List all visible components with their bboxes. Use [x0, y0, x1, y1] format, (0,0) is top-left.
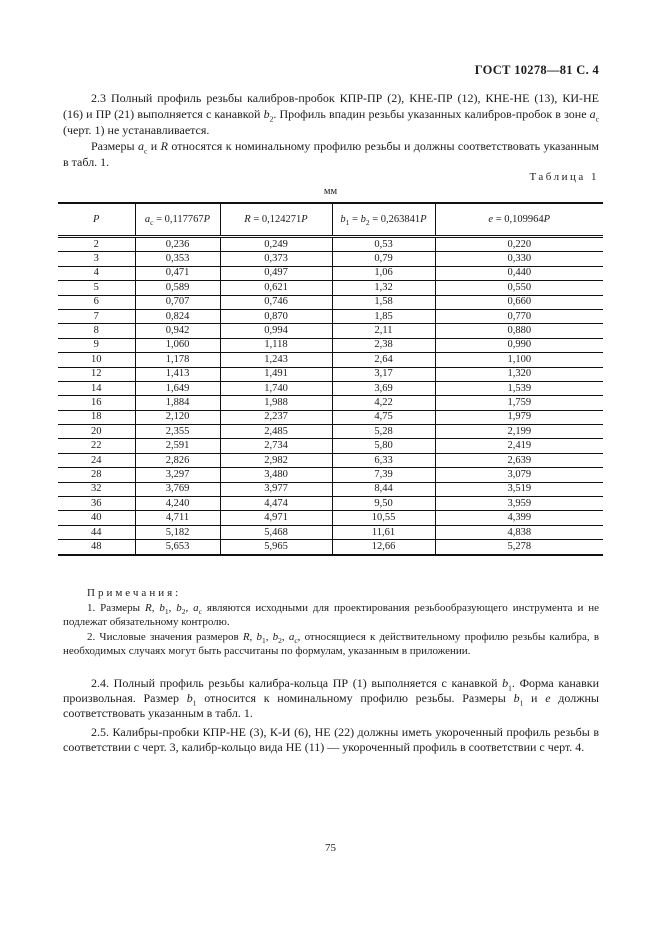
table-cell: 4,399 [435, 511, 603, 525]
table-cell: 1,118 [220, 338, 332, 352]
notes-section [63, 586, 599, 659]
table-row [58, 497, 603, 511]
table-cell: 2,419 [435, 439, 603, 453]
table-row [58, 381, 603, 395]
table-cell: 9,50 [332, 497, 435, 511]
table-cell: 4 [58, 266, 135, 280]
page-number: 75 [325, 842, 336, 854]
section-2-3 [63, 90, 599, 170]
table-cell: 0,770 [435, 309, 603, 323]
table-cell: 0,990 [435, 338, 603, 352]
table-cell: 0,707 [135, 295, 220, 309]
column-header-e: e = 0,109964P [435, 203, 603, 237]
table-cell: 2,120 [135, 410, 220, 424]
table-cell: 3,519 [435, 482, 603, 496]
table-cell: 3,297 [135, 468, 220, 482]
table-cell: 0,621 [220, 281, 332, 295]
dimension-table [58, 202, 603, 556]
table-cell: 0,236 [135, 237, 220, 252]
table-cell: 28 [58, 468, 135, 482]
table-cell: 7,39 [332, 468, 435, 482]
table-cell: 2,982 [220, 453, 332, 467]
table-cell: 36 [58, 497, 135, 511]
table-header-row [58, 203, 603, 237]
table-cell: 0,660 [435, 295, 603, 309]
table-row [58, 295, 603, 309]
table-cell: 3,480 [220, 468, 332, 482]
table-cell: 1,884 [135, 396, 220, 410]
table-cell: 0,471 [135, 266, 220, 280]
paragraph-2-3: 2.3 Полный профиль резьбы калибров-пробок КПР-ПР (2), КНЕ-ПР (12), КНЕ-НЕ (13), КИ-НЕ (16) и ПР (21) выполняется с канавкой $b_2$. Профиль впадин резьбы указанных калибров-пробок в зоне $a_c$ (черт. 1) не устанавливается. [63, 91, 600, 137]
table-cell: 12,66 [332, 540, 435, 555]
table-cell: 0,994 [220, 324, 332, 338]
table-cell: 1,32 [332, 281, 435, 295]
table-row [58, 367, 603, 381]
table-cell: 1,100 [435, 353, 603, 367]
table-row [58, 396, 603, 410]
table-cell: 0,942 [135, 324, 220, 338]
table-cell: 3,079 [435, 468, 603, 482]
table-cell: 11,61 [332, 525, 435, 539]
table-cell: 24 [58, 453, 135, 467]
table-cell: 0,353 [135, 252, 220, 266]
table-cell: 2,485 [220, 425, 332, 439]
table-row [58, 266, 603, 280]
table-cell: 40 [58, 511, 135, 525]
table-cell: 5,182 [135, 525, 220, 539]
table-cell: 7 [58, 309, 135, 323]
table-cell: 0,589 [135, 281, 220, 295]
table-cell: 0,330 [435, 252, 603, 266]
notes-title: Примечания: [87, 587, 182, 599]
table-cell: 14 [58, 381, 135, 395]
paragraph-2-3-sizes: Размеры $a_c$ и R относятся к номинальному профилю резьбы и должны соответствовать указанным в табл. 1. [63, 139, 600, 169]
table-cell: 5,28 [332, 425, 435, 439]
table-cell: 20 [58, 425, 135, 439]
table-row [58, 338, 603, 352]
note-item-2: 2. Числовые значения размеров R, $b_1$, $b_2$, $a_c$, относящиеся к действительному профилю резьбы калибра, в необходимых случаях могут быть рассчитаны по формулам, указанным в приложении. [63, 630, 600, 657]
table-cell: 1,979 [435, 410, 603, 424]
table-cell: 0,79 [332, 252, 435, 266]
note-item-1: 1. Размеры R, $b_1$, $b_2$, $a_c$ являются исходными для проектирования резьбообразующего инструмента и не подлежат обязательному контролю. [63, 601, 600, 628]
table-cell: 1,988 [220, 396, 332, 410]
table-cell: 44 [58, 525, 135, 539]
table-cell: 0,550 [435, 281, 603, 295]
table-cell: 32 [58, 482, 135, 496]
table-cell: 3,769 [135, 482, 220, 496]
table-cell: 2 [93, 238, 99, 250]
table-cell: 8,44 [332, 482, 435, 496]
table-cell: 1,06 [332, 266, 435, 280]
table-cell: 3,69 [332, 381, 435, 395]
table-cell: 4,711 [135, 511, 220, 525]
table-cell: 0,249 [220, 237, 332, 252]
table-cell: 2,639 [435, 453, 603, 467]
table-cell: 4,75 [332, 410, 435, 424]
table-cell: 0,53 [332, 237, 435, 252]
table-cell: 6 [58, 295, 135, 309]
table-cell: 1,539 [435, 381, 603, 395]
table-cell: 1,740 [220, 381, 332, 395]
table-cell: 1,243 [220, 353, 332, 367]
table-cell: 0,440 [435, 266, 603, 280]
table-cell: 5,278 [435, 540, 603, 555]
table-cell: 0,373 [220, 252, 332, 266]
table-cell: 2,826 [135, 453, 220, 467]
table-cell: 1,178 [135, 353, 220, 367]
table-cell: 2,38 [332, 338, 435, 352]
table-cell: 22 [58, 439, 135, 453]
table-cell: 4,22 [332, 396, 435, 410]
sections-2-4-2-5 [63, 676, 599, 755]
table-cell: 1,413 [135, 367, 220, 381]
table-cell: 4,474 [220, 497, 332, 511]
table-cell: 16 [58, 396, 135, 410]
table-row [58, 324, 603, 338]
table-row [58, 540, 603, 555]
table-row [58, 281, 603, 295]
column-header-r: R = 0,124271P [220, 203, 332, 237]
table-cell: 3,959 [435, 497, 603, 511]
column-header-ac: $a_c = 0,117767P$ [135, 203, 220, 237]
standard-header: ГОСТ 10278—81 С. 4 [474, 63, 599, 77]
table-row [58, 237, 603, 252]
table-cell: 0,870 [220, 309, 332, 323]
table-cell: 9 [58, 338, 135, 352]
table-cell: 5,80 [332, 439, 435, 453]
table-cell: 3,977 [220, 482, 332, 496]
table-cell: 10 [58, 353, 135, 367]
table-cell: 1,759 [435, 396, 603, 410]
table-cell: 2,591 [135, 439, 220, 453]
table-cell: 4,240 [135, 497, 220, 511]
table-cell: 10,55 [332, 511, 435, 525]
table-row [58, 453, 603, 467]
table-row [58, 410, 603, 424]
table-cell: 1,060 [135, 338, 220, 352]
table-cell: 0,497 [220, 266, 332, 280]
paragraph-2-4: 2.4. Полный профиль резьбы калибра-кольца ПР (1) выполняется с канавкой $b_1$. Форма канавки произвольная. Размер $b_1$ относится к номинальному профилю резьбы. Размеры $b_1$ и e должны соответствовать указанным в табл. 1. [63, 676, 599, 720]
table-cell: 5 [58, 281, 135, 295]
table-cell: 48 [58, 540, 135, 555]
paragraph-2-5: 2.5. Калибры-пробки КПР-НЕ (3), К-И (6), НЕ (22) должны иметь укороченный профиль резьбы в соответствии с черт. 3, калибр-кольцо вида НЕ (11) — укороченный профиль в соответствии с черт. 4. [63, 725, 599, 754]
table-cell: 5,965 [220, 540, 332, 555]
table-cell: 4,971 [220, 511, 332, 525]
table-row [58, 252, 603, 266]
table-cell: 1,320 [435, 367, 603, 381]
table-cell: 4,838 [435, 525, 603, 539]
table-row [58, 511, 603, 525]
table-cell: 0,220 [435, 237, 603, 252]
table-cell: 1,649 [135, 381, 220, 395]
table-cell: 0,880 [435, 324, 603, 338]
column-header-p: P [58, 203, 135, 237]
table-cell: 2,11 [332, 324, 435, 338]
table-cell: 1,58 [332, 295, 435, 309]
table-cell: 3 [58, 252, 135, 266]
table-body [58, 237, 603, 555]
column-header-b1b2: $b_1 = b_2 = 0,263841P$ [332, 203, 435, 237]
table-row [58, 425, 603, 439]
table-cell: 18 [58, 410, 135, 424]
table-cell: 3,17 [332, 367, 435, 381]
table-cell: 2,355 [135, 425, 220, 439]
table-unit-label: мм [323, 186, 338, 197]
table-row [58, 439, 603, 453]
table-row [58, 525, 603, 539]
table-caption: Таблица 1 [529, 171, 599, 183]
table-cell: 8 [58, 324, 135, 338]
table-cell: 6,33 [332, 453, 435, 467]
table-cell: 2,199 [435, 425, 603, 439]
table-cell: 5,653 [135, 540, 220, 555]
table-cell: 0,746 [220, 295, 332, 309]
table-cell: 1,491 [220, 367, 332, 381]
table-row [58, 482, 603, 496]
table-row [58, 309, 603, 323]
table-cell: 12 [58, 367, 135, 381]
table-row [58, 353, 603, 367]
table-row [58, 468, 603, 482]
table-cell: 2,237 [220, 410, 332, 424]
table-cell: 0,824 [135, 309, 220, 323]
table-header [58, 203, 603, 237]
table-cell: 2,64 [332, 353, 435, 367]
table-cell: 1,85 [332, 309, 435, 323]
table-cell: 2,734 [220, 439, 332, 453]
table-cell: 5,468 [220, 525, 332, 539]
